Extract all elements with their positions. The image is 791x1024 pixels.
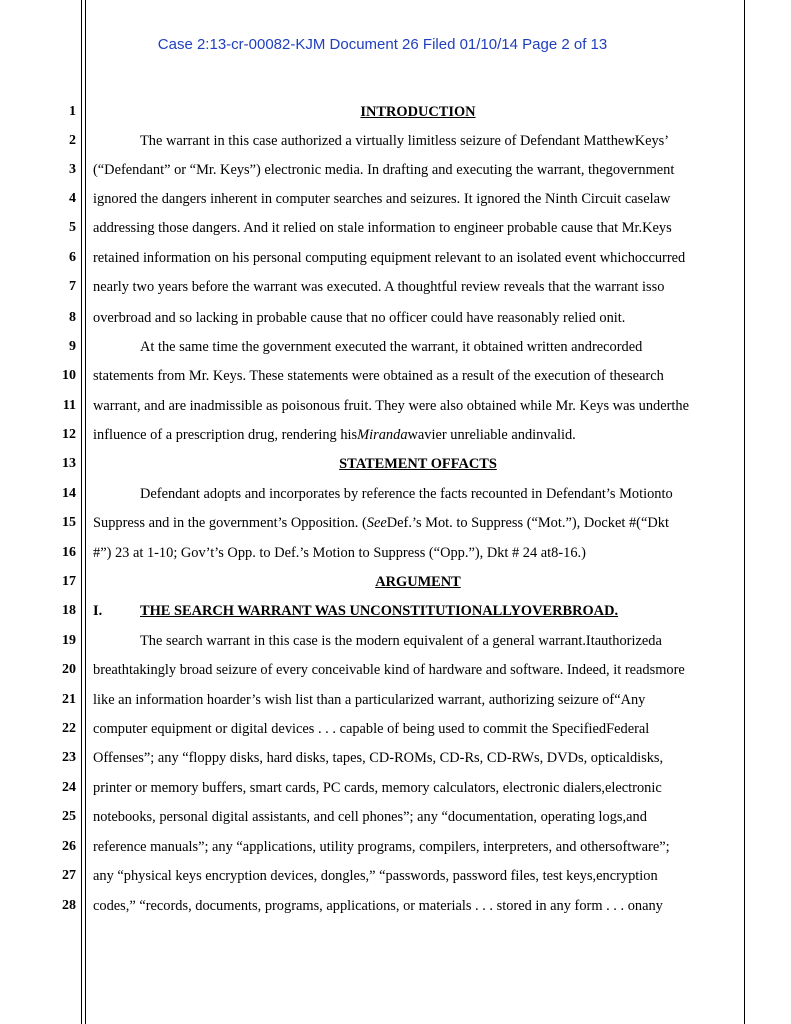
- line-number: 16: [62, 545, 76, 560]
- text-line: computer equipment or digital devices . . . capable of being used to commit the SpecifiedFederal: [93, 721, 650, 737]
- right-margin-rule: [744, 0, 745, 1024]
- left-margin-rule-outer: [81, 0, 82, 1024]
- text-line: nearly two years before the warrant was executed. A thoughtful review reveals that the warrant isso: [93, 279, 665, 295]
- line-number: 25: [62, 809, 76, 824]
- text-line: Defendant adopts and incorporates by reference the facts recounted in Defendant’s Motionto: [140, 486, 673, 502]
- text-line: reference manuals”; any “applications, utility programs, compilers, interpreters, and othersoftware”;: [93, 839, 670, 855]
- line-number: 28: [62, 898, 76, 913]
- line-number: 21: [62, 692, 76, 707]
- case-header: Case 2:13-cr-00082-KJM Document 26 Filed 01/10/14 Page 2 of 13: [157, 36, 608, 53]
- section-heading-line: [93, 603, 743, 619]
- line-number: 23: [62, 750, 76, 765]
- text-line: any “physical keys encryption devices, dongles,” “passwords, password files, test keys,encryption: [93, 868, 658, 884]
- text-segment: wavier unreliable andinvalid.: [407, 427, 576, 443]
- left-margin-rule-inner: [85, 0, 86, 1024]
- text-line: addressing those dangers. And it relied on stale information to engineer probable cause that Mr.Keys: [93, 220, 672, 236]
- text-line: overbroad and so lacking in probable cause that no officer could have reasonably relied onit.: [93, 310, 626, 326]
- text-line: codes,” “records, documents, programs, applications, or materials . . . stored in any form . . . onany: [93, 898, 663, 914]
- text-line: The search warrant in this case is the modern equivalent of a general warrant.Itauthorizeda: [140, 633, 662, 649]
- text-line: breathtakingly broad seizure of every conceivable kind of hardware and software. Indeed, it readsmore: [93, 662, 685, 678]
- line-number: 22: [62, 721, 76, 736]
- line-number: 15: [62, 515, 76, 530]
- line-number: 6: [69, 250, 76, 265]
- text-line: retained information on his personal computing equipment relevant to an isolated event whichoccurred: [93, 250, 686, 266]
- line-number: 4: [69, 191, 76, 206]
- text-line: The warrant in this case authorized a virtually limitless seizure of Defendant MatthewKeys’: [140, 133, 670, 149]
- text-line: At the same time the government executed the warrant, it obtained written andrecorded: [140, 339, 643, 355]
- line-number: 8: [69, 310, 76, 325]
- text-line: statements from Mr. Keys. These statements were obtained as a result of the execution of thesearch: [93, 368, 664, 384]
- text-line: notebooks, personal digital assistants, and cell phones”; any “documentation, operating logs,and: [93, 809, 647, 825]
- line-number: 11: [62, 398, 76, 413]
- text-line: (“Defendant” or “Mr. Keys”) electronic media. In drafting and executing the warrant, thegovernment: [93, 162, 675, 178]
- line-number: 26: [62, 839, 76, 854]
- heading-statement-of-facts: STATEMENT OFFACTS: [339, 456, 497, 472]
- text-line: warrant, and are inadmissible as poisonous fruit. They were also obtained while Mr. Keys was underthe: [93, 398, 689, 414]
- line-number: 7: [69, 279, 76, 294]
- text-line: printer or memory buffers, smart cards, PC cards, memory calculators, electronic dialers,electronic: [93, 780, 662, 796]
- italic-case-name: Miranda: [357, 427, 408, 443]
- line-number: 14: [62, 486, 76, 501]
- text-segment: Def.’s Mot. to Suppress (“Mot.”), Docket #(“Dkt: [386, 515, 669, 531]
- line-number: 1: [69, 104, 76, 119]
- line-number: 18: [62, 603, 76, 618]
- line-number: 9: [69, 339, 76, 354]
- italic-signal: See: [366, 515, 387, 531]
- line-number: 5: [69, 220, 76, 235]
- text-line: #”) 23 at 1-10; Gov’t’s Opp. to Def.’s Motion to Suppress (“Opp.”), Dkt # 24 at8-16.): [93, 545, 586, 561]
- line-number: 20: [62, 662, 76, 677]
- line-number: 27: [62, 868, 76, 883]
- text-line: [93, 427, 743, 443]
- line-number: 19: [62, 633, 76, 648]
- line-number: 12: [62, 427, 76, 442]
- text-line: [93, 515, 743, 531]
- line-number: 24: [62, 780, 76, 795]
- line-number: 13: [62, 456, 76, 471]
- text-segment: influence of a prescription drug, rendering his: [93, 427, 358, 443]
- section-number: I.: [93, 603, 103, 619]
- line-number: 17: [62, 574, 76, 589]
- text-line: ignored the dangers inherent in computer searches and seizures. It ignored the Ninth Circuit caselaw: [93, 191, 671, 207]
- text-line: like an information hoarder’s wish list than a particularized warrant, authorizing seizure of“Any: [93, 692, 646, 708]
- heading-argument: ARGUMENT: [375, 574, 461, 590]
- text-segment: Suppress and in the government’s Opposition. (: [93, 515, 367, 531]
- text-line: Offenses”; any “floppy disks, hard disks, tapes, CD-ROMs, CD-Rs, CD-RWs, DVDs, opticaldisks,: [93, 750, 664, 766]
- line-number: 10: [62, 368, 76, 383]
- line-number: 2: [69, 133, 76, 148]
- line-number: 3: [69, 162, 76, 177]
- section-heading: THE SEARCH WARRANT WAS UNCONSTITUTIONALLYOVERBROAD.: [140, 603, 619, 619]
- heading-introduction: INTRODUCTION: [360, 104, 476, 120]
